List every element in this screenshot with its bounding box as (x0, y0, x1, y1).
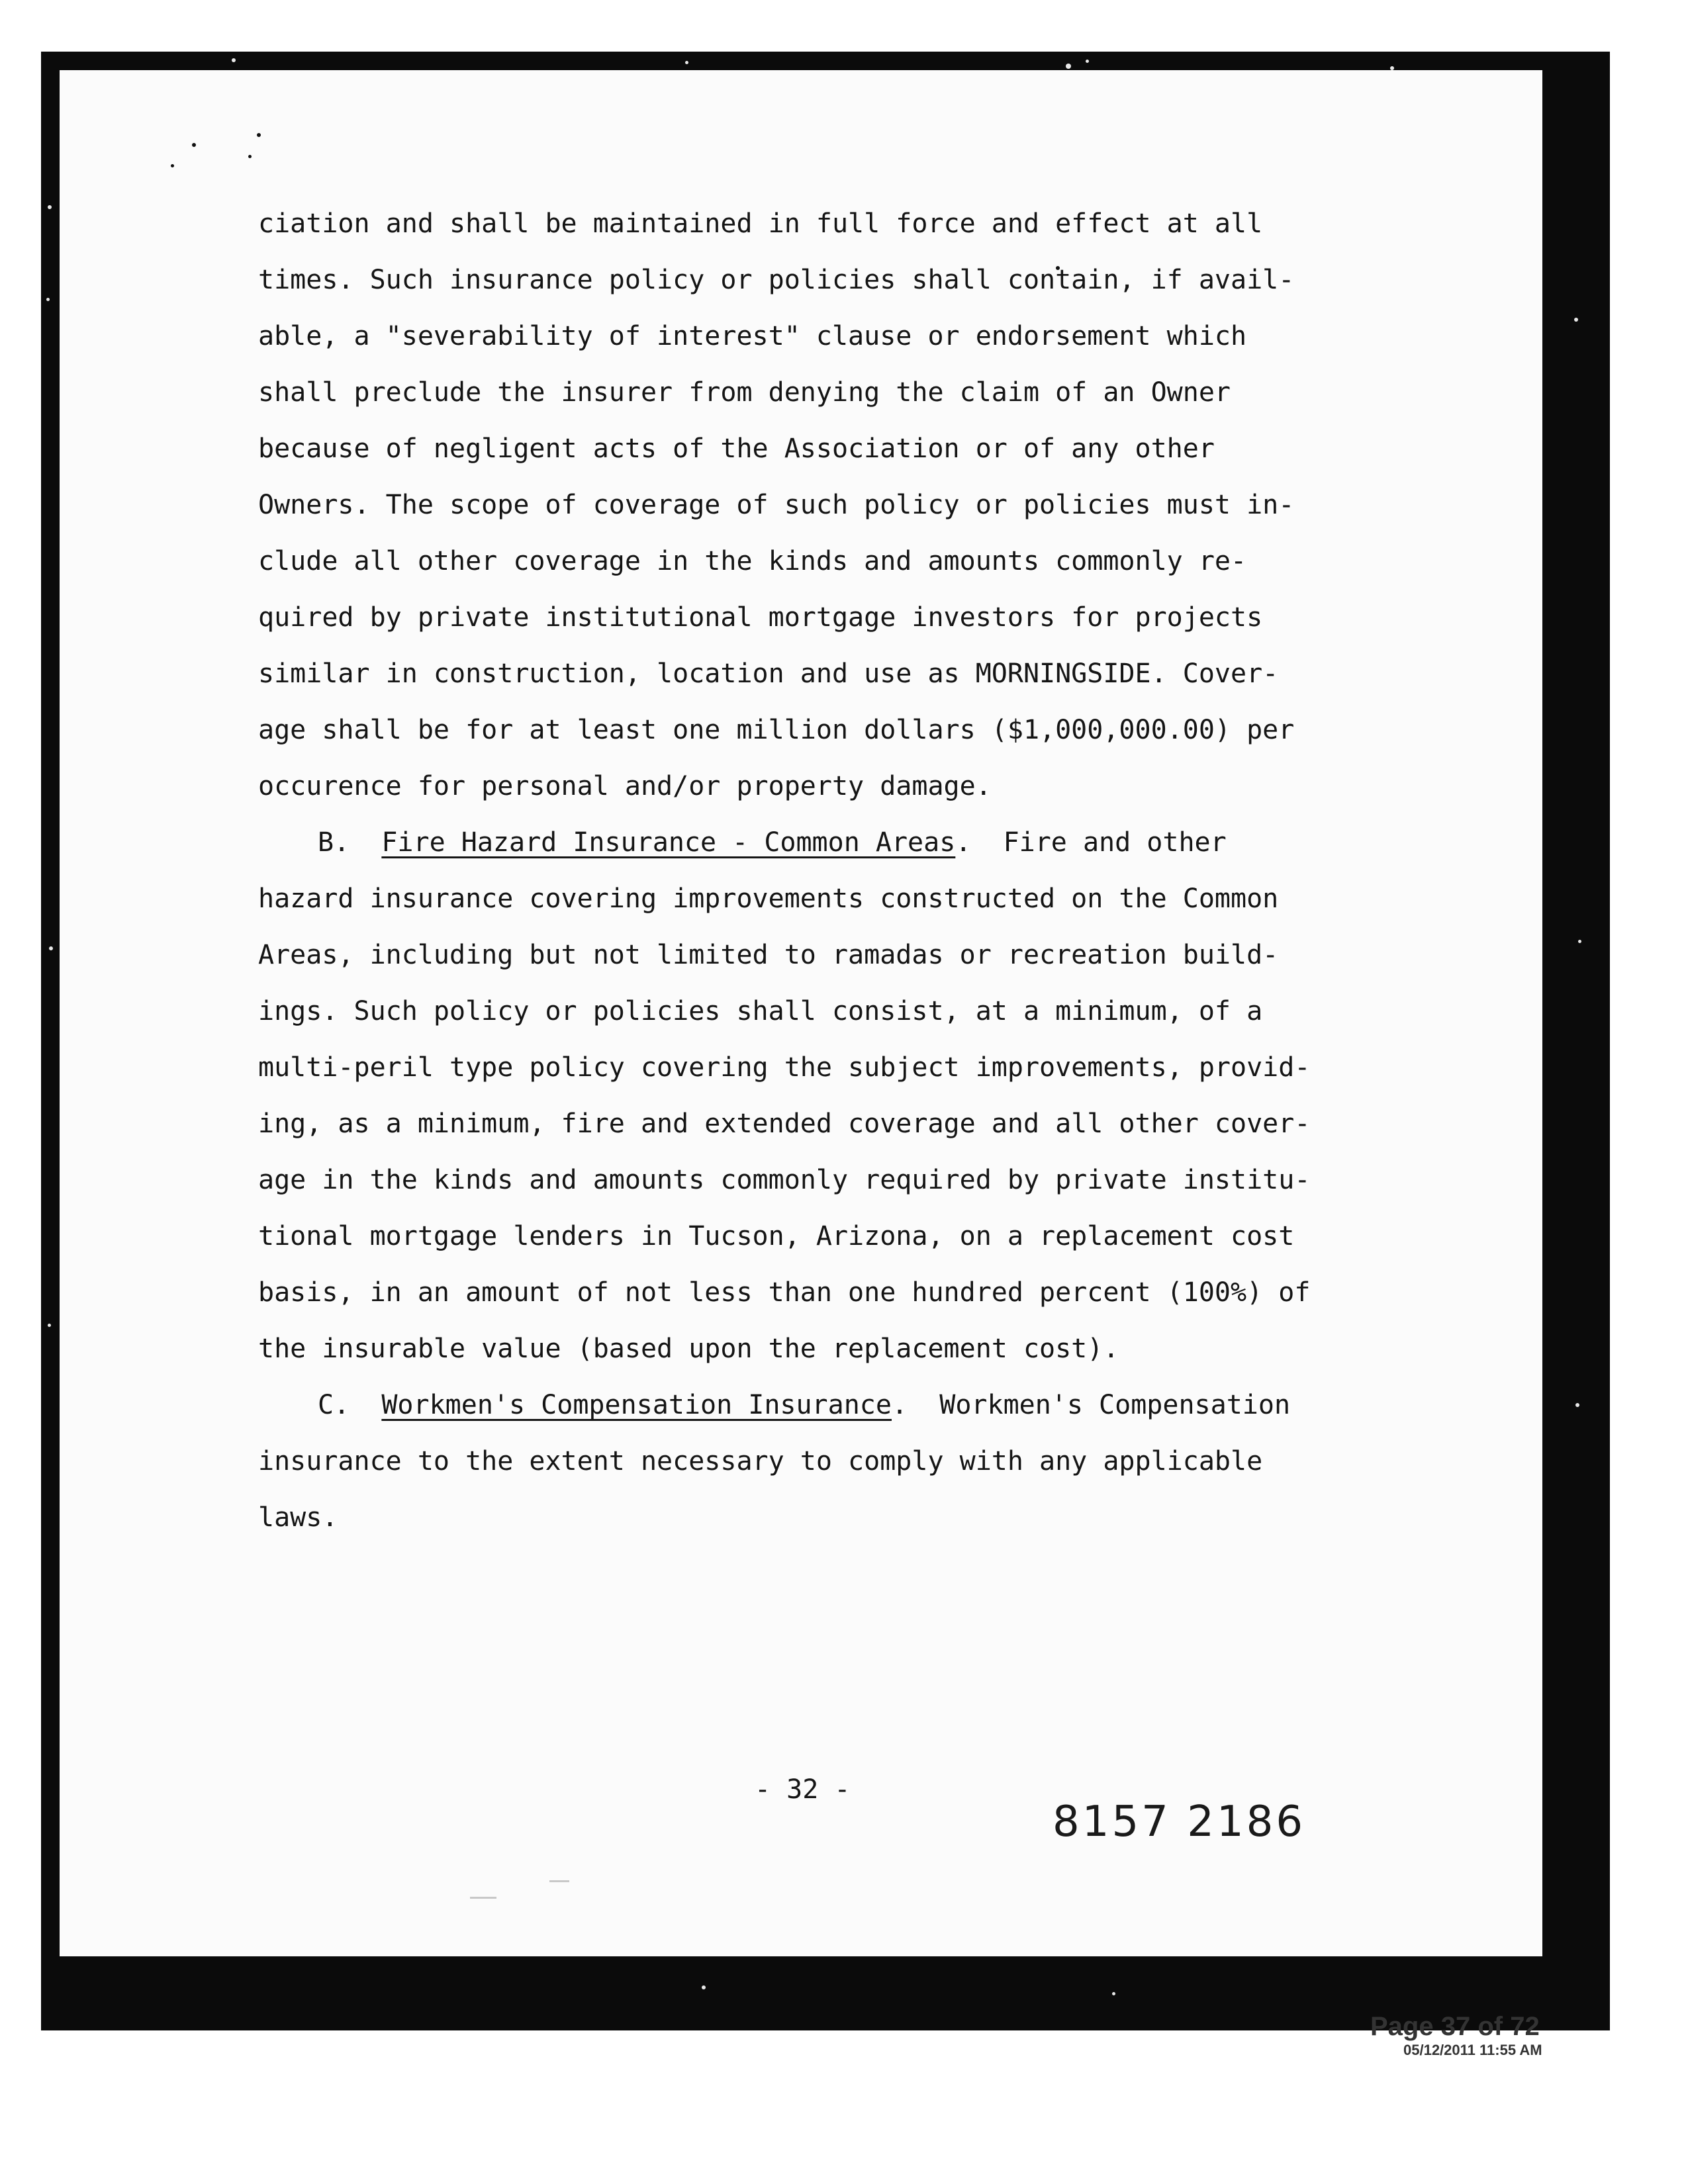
section-b-heading-period: . (955, 827, 972, 858)
paper-speck (248, 155, 252, 158)
section-b-first-line-text: Fire and other (1003, 827, 1227, 858)
text-line: because of negligent acts of the Association or of any other (258, 433, 1215, 464)
section-b-marker: B. (318, 827, 350, 858)
text-line: tional mortgage lenders in Tucson, Arizona, on a replacement cost (258, 1221, 1295, 1251)
paper-speck (171, 164, 174, 167)
paper-speck (257, 133, 261, 137)
document-body (258, 196, 1483, 1546)
text-line: occurence for personal and/or property damage. (258, 771, 992, 801)
text-line: multi-peril type policy covering the subject improvements, provid- (258, 1052, 1311, 1083)
section-c-heading-period: . (891, 1390, 908, 1420)
page-counter: Page 37 of 72 (1370, 2012, 1540, 2041)
text-line: the insurable value (based upon the replacement cost). (258, 1334, 1119, 1364)
timestamp: 05/12/2011 11:55 AM (1403, 2042, 1542, 2058)
border-speck (1112, 1992, 1115, 1995)
text-line: basis, in an amount of not less than one hundred percent (100%) of (258, 1277, 1311, 1308)
page-number: - 32 - (755, 1774, 851, 1805)
text-line: hazard insurance covering improvements constructed on the Common (258, 884, 1279, 914)
border-speck (48, 1324, 51, 1327)
border-speck (1066, 64, 1071, 69)
text-line: similar in construction, location and use as MORNINGSIDE. Cover- (258, 659, 1279, 689)
border-speck (48, 205, 52, 209)
border-speck (1578, 940, 1581, 943)
section-b-heading: Fire Hazard Insurance - Common Areas (381, 827, 956, 858)
border-speck (1086, 60, 1089, 63)
text-line: insurance to the extent necessary to comply with any applicable (258, 1446, 1263, 1477)
text-line: age in the kinds and amounts commonly required by private institu- (258, 1165, 1311, 1195)
scanned-page (60, 70, 1542, 1956)
text-line: ings. Such policy or policies shall consist, at a minimum, of a (258, 996, 1263, 1026)
text-line: quired by private institutional mortgage investors for projects (258, 602, 1263, 633)
text-line: age shall be for at least one million dollars ($1,000,000.00) per (258, 715, 1295, 745)
border-speck (1575, 1403, 1579, 1407)
text-line: clude all other coverage in the kinds and amounts commonly re- (258, 546, 1247, 576)
section-c-first-line (258, 1377, 1483, 1433)
text-line: times. Such insurance policy or policies shall contain, if avail- (258, 265, 1295, 295)
border-speck (46, 298, 50, 301)
scan-mark (470, 1897, 496, 1899)
scan-mark (549, 1880, 569, 1882)
border-speck (232, 58, 236, 62)
text-line: Owners. The scope of coverage of such policy or policies must in- (258, 490, 1295, 520)
text-line: shall preclude the insurer from denying the claim of an Owner (258, 377, 1231, 408)
text-line: ciation and shall be maintained in full force and effect at all (258, 208, 1263, 239)
border-speck (49, 946, 53, 950)
section-c-first-line-text: Workmen's Compensation (939, 1390, 1291, 1420)
border-speck (1574, 318, 1578, 322)
paper-speck (192, 143, 196, 147)
text-line: laws. (258, 1502, 338, 1533)
document-number: 8157 2186 (1053, 1797, 1306, 1846)
text-line: able, a "severability of interest" clause or endorsement which (258, 321, 1247, 351)
section-c-heading: Workmen's Compensation Insurance (381, 1390, 892, 1420)
section-b-first-line (258, 815, 1483, 871)
section-c-marker: C. (318, 1390, 350, 1420)
border-speck (685, 61, 688, 64)
text-line: ing, as a minimum, fire and extended coverage and all other cover- (258, 1109, 1311, 1139)
text-line: Areas, including but not limited to ramadas or recreation build- (258, 940, 1279, 970)
border-speck (702, 1985, 706, 1989)
